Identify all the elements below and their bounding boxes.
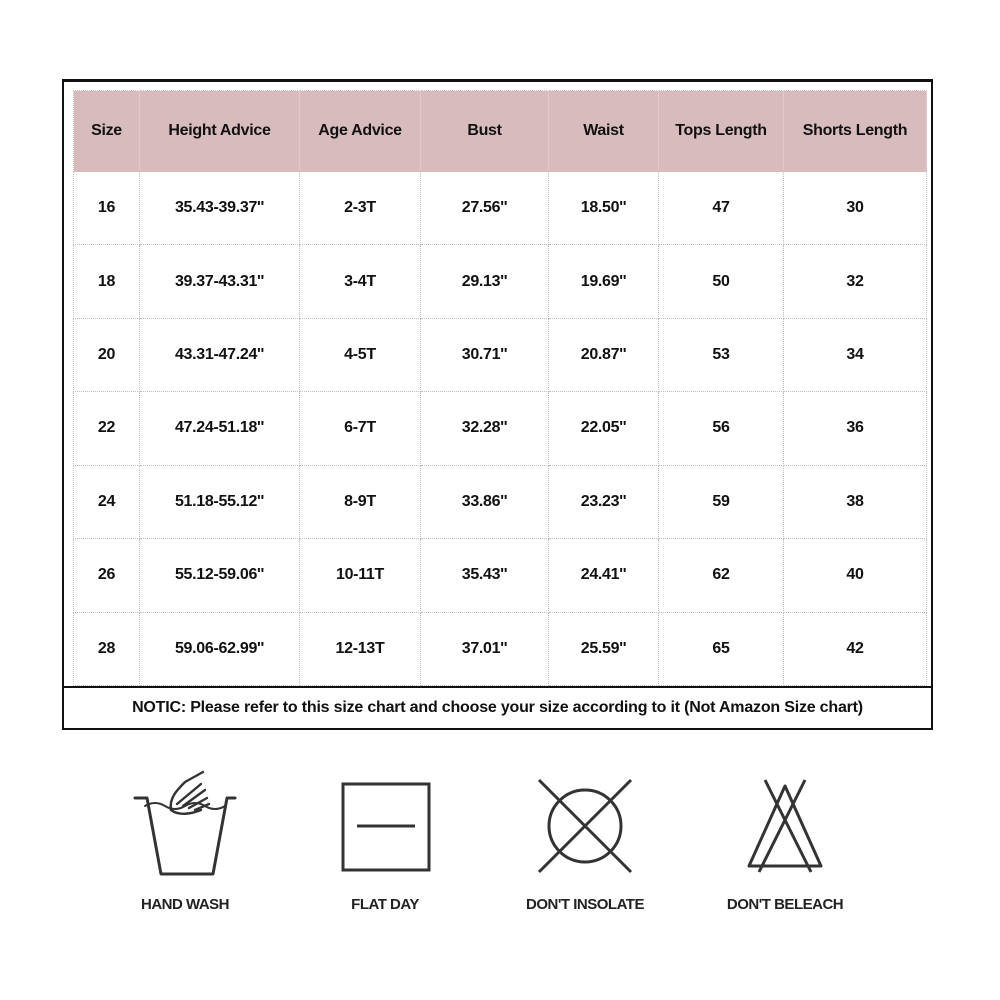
table-row <box>74 318 927 391</box>
cell-bust: 33.86'' <box>421 465 549 538</box>
cell-bust: 35.43'' <box>421 539 549 612</box>
size-chart-table <box>73 90 927 686</box>
care-label-hand-wash: HAND WASH <box>141 896 229 913</box>
cell-size: 18 <box>74 245 140 318</box>
cell-tops-length: 50 <box>659 245 784 318</box>
cell-age-advice: 3-4T <box>300 245 421 318</box>
cell-waist: 24.41'' <box>549 539 659 612</box>
cell-size: 22 <box>74 392 140 465</box>
cell-shorts-length: 30 <box>784 172 927 245</box>
cell-waist: 23.23'' <box>549 465 659 538</box>
cell-tops-length: 47 <box>659 172 784 245</box>
hand-wash-icon <box>125 770 245 880</box>
cell-bust: 37.01'' <box>421 612 549 685</box>
table-row <box>74 172 927 245</box>
cell-age-advice: 4-5T <box>300 318 421 391</box>
cell-height-advice: 55.12-59.06'' <box>140 539 300 612</box>
table-row <box>74 465 927 538</box>
cell-tops-length: 59 <box>659 465 784 538</box>
cell-height-advice: 51.18-55.12'' <box>140 465 300 538</box>
cell-age-advice: 8-9T <box>300 465 421 538</box>
header-shorts-length: Shorts Length <box>784 91 927 172</box>
table-row <box>74 612 927 685</box>
cell-size: 20 <box>74 318 140 391</box>
do-not-bleach-icon <box>725 770 845 880</box>
cell-tops-length: 53 <box>659 318 784 391</box>
cell-size: 16 <box>74 172 140 245</box>
header-tops-length: Tops Length <box>659 91 784 172</box>
cell-shorts-length: 34 <box>784 318 927 391</box>
header-bust: Bust <box>421 91 549 172</box>
cell-tops-length: 62 <box>659 539 784 612</box>
care-item-hand-wash <box>85 770 285 930</box>
cell-waist: 20.87'' <box>549 318 659 391</box>
cell-size: 28 <box>74 612 140 685</box>
cell-height-advice: 47.24-51.18'' <box>140 392 300 465</box>
cell-waist: 18.50'' <box>549 172 659 245</box>
care-label-flat-dry: FLAT DAY <box>351 896 419 913</box>
table-row <box>74 245 927 318</box>
cell-shorts-length: 42 <box>784 612 927 685</box>
care-label-do-not-insolate: DON'T INSOLATE <box>526 896 644 913</box>
cell-height-advice: 59.06-62.99'' <box>140 612 300 685</box>
do-not-tumble-dry-icon <box>525 770 645 880</box>
care-label-do-not-bleach: DON'T BELEACH <box>726 896 844 913</box>
size-chart-frame <box>62 79 933 730</box>
care-item-do-not-tumble-dry <box>485 770 685 930</box>
cell-bust: 27.56'' <box>421 172 549 245</box>
cell-waist: 22.05'' <box>549 392 659 465</box>
cell-age-advice: 10-11T <box>300 539 421 612</box>
cell-size: 26 <box>74 539 140 612</box>
cell-waist: 19.69'' <box>549 245 659 318</box>
header-size: Size <box>74 91 140 172</box>
cell-shorts-length: 36 <box>784 392 927 465</box>
table-row <box>74 392 927 465</box>
cell-age-advice: 2-3T <box>300 172 421 245</box>
table-header-row <box>74 91 927 172</box>
cell-height-advice: 43.31-47.24'' <box>140 318 300 391</box>
cell-size: 24 <box>74 465 140 538</box>
cell-shorts-length: 32 <box>784 245 927 318</box>
cell-height-advice: 35.43-39.37'' <box>140 172 300 245</box>
care-item-flat-dry <box>285 770 485 930</box>
header-height-advice: Height Advice <box>140 91 300 172</box>
size-chart-notice: NOTIC: Please refer to this size chart and choose your size according to it (Not Amazon Size chart) <box>64 686 931 728</box>
header-waist: Waist <box>549 91 659 172</box>
flat-dry-icon <box>325 770 445 880</box>
cell-bust: 30.71'' <box>421 318 549 391</box>
cell-age-advice: 12-13T <box>300 612 421 685</box>
table-row <box>74 539 927 612</box>
cell-shorts-length: 40 <box>784 539 927 612</box>
cell-shorts-length: 38 <box>784 465 927 538</box>
size-chart-table-wrap <box>73 90 926 686</box>
cell-tops-length: 65 <box>659 612 784 685</box>
cell-bust: 29.13'' <box>421 245 549 318</box>
cell-age-advice: 6-7T <box>300 392 421 465</box>
cell-tops-length: 56 <box>659 392 784 465</box>
care-item-do-not-bleach <box>685 770 885 930</box>
header-age-advice: Age Advice <box>300 91 421 172</box>
cell-height-advice: 39.37-43.31'' <box>140 245 300 318</box>
cell-bust: 32.28'' <box>421 392 549 465</box>
cell-waist: 25.59'' <box>549 612 659 685</box>
